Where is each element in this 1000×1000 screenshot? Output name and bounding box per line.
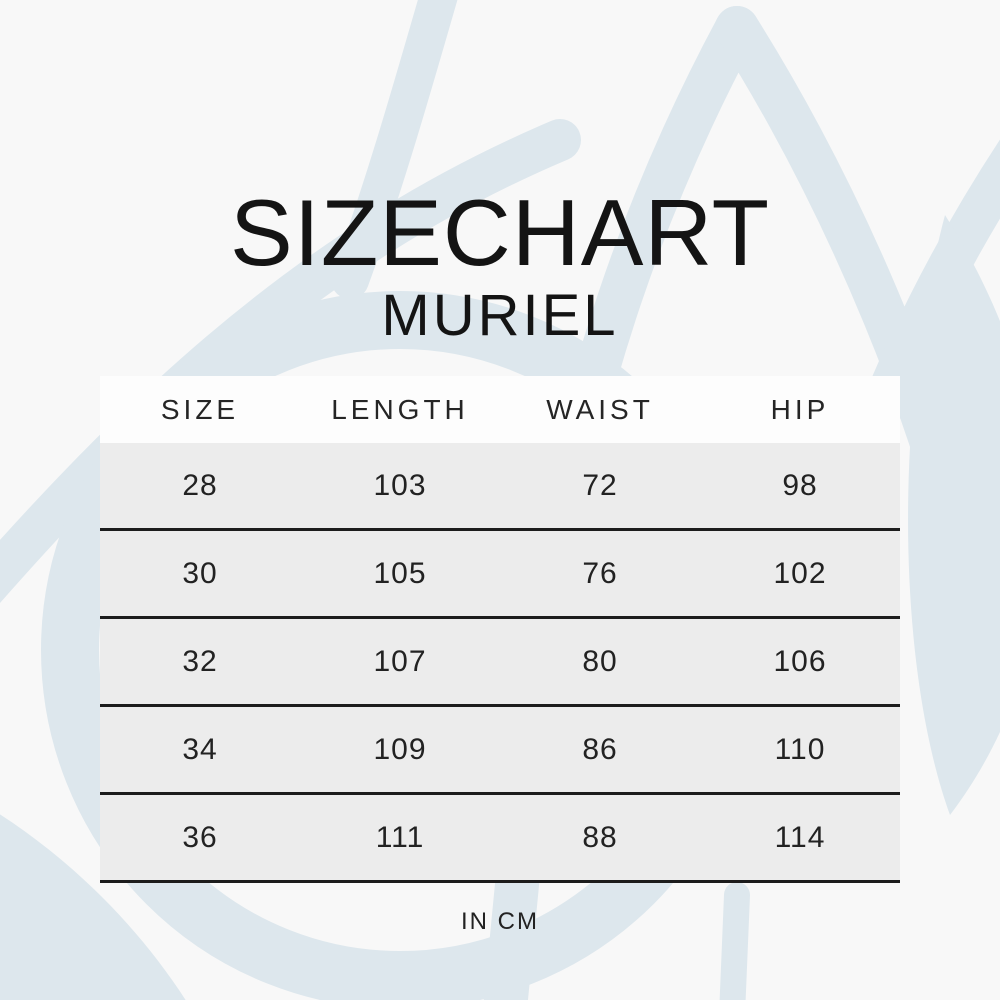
- column-header-length: LENGTH: [331, 393, 469, 425]
- cell-size: 34: [182, 732, 218, 766]
- cell-waist: 72: [582, 468, 618, 502]
- table-row: [100, 531, 900, 619]
- cell-size: 36: [182, 820, 218, 854]
- cell-size: 28: [182, 468, 218, 502]
- cell-hip: 102: [773, 556, 827, 590]
- cell-length: 111: [375, 820, 425, 854]
- table-row: [100, 443, 900, 531]
- cell-hip: 110: [774, 732, 826, 766]
- page-subtitle: MURIEL: [381, 283, 619, 348]
- page-title: SIZECHART: [230, 180, 770, 285]
- cell-size: 30: [182, 556, 218, 590]
- column-header-waist: WAIST: [546, 393, 654, 425]
- cell-length: 103: [373, 468, 427, 502]
- title-block: [0, 180, 1000, 348]
- cell-length: 105: [373, 556, 427, 590]
- unit-note: IN CM: [461, 908, 539, 935]
- cell-waist: 76: [582, 556, 618, 590]
- cell-length: 109: [373, 732, 427, 766]
- cell-waist: 80: [582, 644, 618, 678]
- table-row: [100, 619, 900, 707]
- cell-waist: 88: [582, 820, 618, 854]
- table-row: [100, 707, 900, 795]
- cell-waist: 86: [582, 732, 618, 766]
- table-row: [100, 795, 900, 883]
- column-header-size: SIZE: [160, 393, 240, 425]
- cell-hip: 106: [773, 644, 827, 678]
- cell-length: 107: [373, 644, 427, 678]
- cell-hip: 98: [782, 468, 818, 502]
- column-header-hip: HIP: [770, 393, 830, 425]
- size-chart-table: [100, 376, 900, 883]
- cell-hip: 114: [774, 820, 826, 854]
- cell-size: 32: [182, 644, 218, 678]
- table-header-row: [100, 376, 900, 443]
